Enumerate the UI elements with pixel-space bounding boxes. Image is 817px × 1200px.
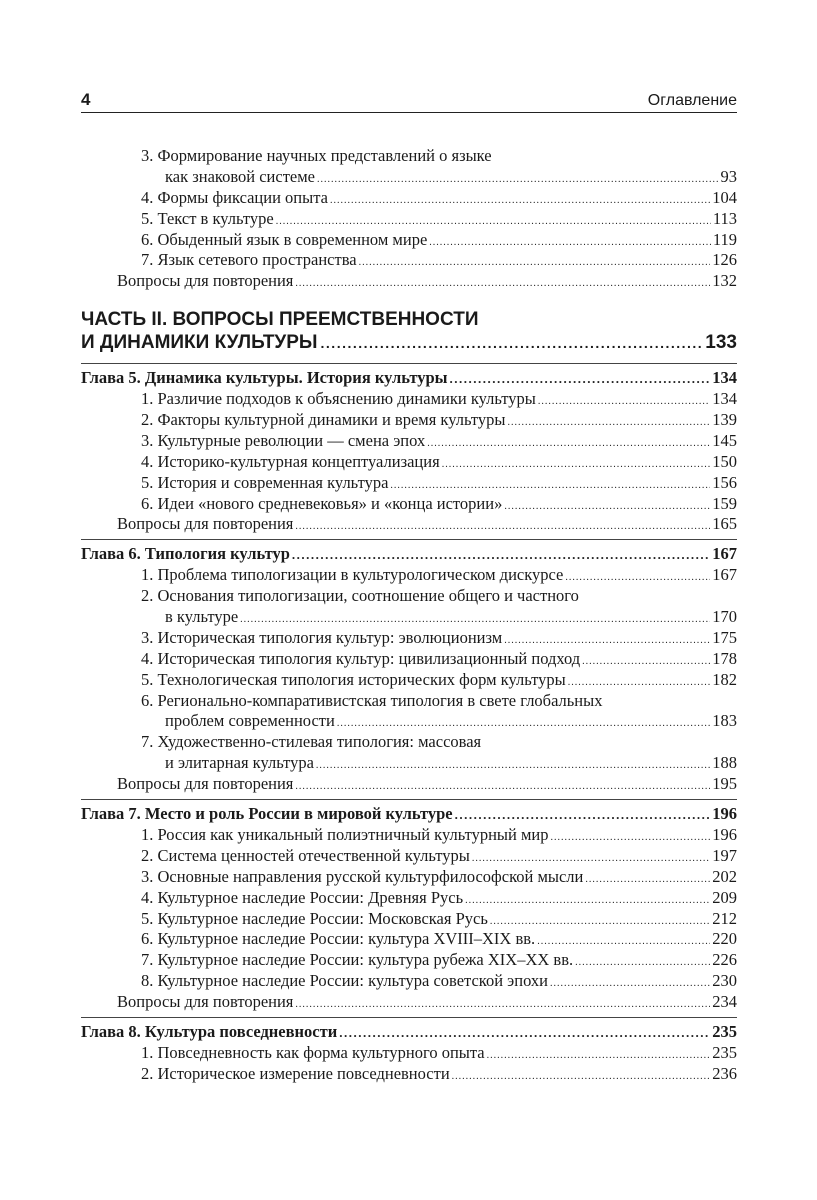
page-number: 4 — [81, 90, 91, 109]
toc-entry: 4. Формы фиксации опыта ..... 104 — [81, 188, 737, 209]
chapter-heading: Глава 6. Типология культур ..... 167 — [81, 544, 737, 565]
toc-entry: 5. Технологическая типология исторических форм культуры ..... 182 — [81, 670, 737, 691]
toc-entry: 6. Регионально-компаративистская типология в свете глобальных — [141, 690, 603, 710]
book-page — [81, 88, 737, 1083]
toc-entry: 1. Различие подходов к объяснению динамики культуры ..... 134 — [81, 389, 737, 410]
toc-entry: 1. Россия как уникальный полиэтничный культурный мир ..... 196 — [81, 825, 737, 846]
section-divider — [81, 539, 737, 540]
toc-entry: 4. Историческая типология культур: цивилизационный подход ..... 178 — [81, 649, 737, 670]
toc-entry: 7. Художественно-стилевая типология: массовая — [141, 732, 482, 752]
part-title-line: И ДИНАМИКИ КУЛЬТУРЫ ..... 133 — [81, 331, 737, 354]
toc-entry: проблем современности ..... 183 — [81, 711, 737, 732]
chapter-heading: Глава 5. Динамика культуры. История культуры ..... 134 — [81, 368, 737, 389]
toc-entry: 6. Культурное наследие России: культура XVIII–XIX вв. ..... 220 — [81, 929, 737, 950]
toc-entry: Вопросы для повторения ..... 165 — [81, 514, 737, 535]
toc-entry: 2. Историческое измерение повседневности ..... 236 — [81, 1064, 737, 1085]
toc-entry: 1. Проблема типологизации в культурологическом дискурсе ..... 167 — [81, 565, 737, 586]
section-divider — [81, 363, 737, 364]
chapter-heading: Глава 7. Место и роль России в мировой культуре ..... 196 — [81, 804, 737, 825]
toc-entry: и элитарная культура ..... 188 — [81, 753, 737, 774]
toc-entry: 3. Основные направления русской культурфилософской мысли ..... 202 — [81, 867, 737, 888]
toc-entry: 4. Историко-культурная концептуализация ..... 150 — [81, 452, 737, 473]
part-title-line: ЧАСТЬ II. ВОПРОСЫ ПРЕЕМСТВЕННОСТИ — [81, 309, 479, 331]
running-header — [81, 88, 737, 113]
toc-entry: 3. Формирование научных представлений о языке — [141, 146, 492, 165]
toc-entry: 5. История и современная культура ..... 156 — [81, 473, 737, 494]
toc-entry: 2. Факторы культурной динамики и время культуры ..... 139 — [81, 410, 737, 431]
table-of-contents — [81, 146, 737, 1085]
toc-entry: 2. Основания типологизации, соотношение общего и частного — [141, 586, 579, 606]
toc-entry: Вопросы для повторения ..... 195 — [81, 774, 737, 795]
toc-entry: как знаковой системе ..... 93 — [81, 167, 737, 188]
running-title: Оглавление — [647, 92, 737, 109]
toc-entry: 5. Культурное наследие России: Московская Русь ..... 212 — [81, 909, 737, 930]
toc-entry: 7. Язык сетевого пространства ..... 126 — [81, 250, 737, 271]
toc-entry: 5. Текст в культуре ..... 113 — [81, 209, 737, 230]
toc-entry: 1. Повседневность как форма культурного опыта ..... 235 — [81, 1043, 737, 1064]
toc-entry: 6. Обыденный язык в современном мире ..... 119 — [81, 230, 737, 251]
part-heading — [81, 308, 737, 354]
section-divider — [81, 1017, 737, 1018]
toc-entry: Вопросы для повторения ..... 234 — [81, 992, 737, 1013]
toc-entry: 2. Система ценностей отечественной культуры ..... 197 — [81, 846, 737, 867]
toc-entry: Вопросы для повторения ..... 132 — [81, 271, 737, 292]
toc-entry: 7. Культурное наследие России: культура рубежа XIX–XX вв. ..... 226 — [81, 950, 737, 971]
toc-entry: 4. Культурное наследие России: Древняя Русь ..... 209 — [81, 888, 737, 909]
toc-entry: 6. Идеи «нового средневековья» и «конца истории» ..... 159 — [81, 494, 737, 515]
chapter-heading: Глава 8. Культура повседневности ..... 235 — [81, 1022, 737, 1043]
section-divider — [81, 799, 737, 800]
toc-entry: 3. Историческая типология культур: эволюционизм ..... 175 — [81, 628, 737, 649]
toc-entry: в культуре ..... 170 — [81, 607, 737, 628]
toc-entry: 3. Культурные революции — смена эпох ..... 145 — [81, 431, 737, 452]
toc-entry: 8. Культурное наследие России: культура советской эпохи ..... 230 — [81, 971, 737, 992]
